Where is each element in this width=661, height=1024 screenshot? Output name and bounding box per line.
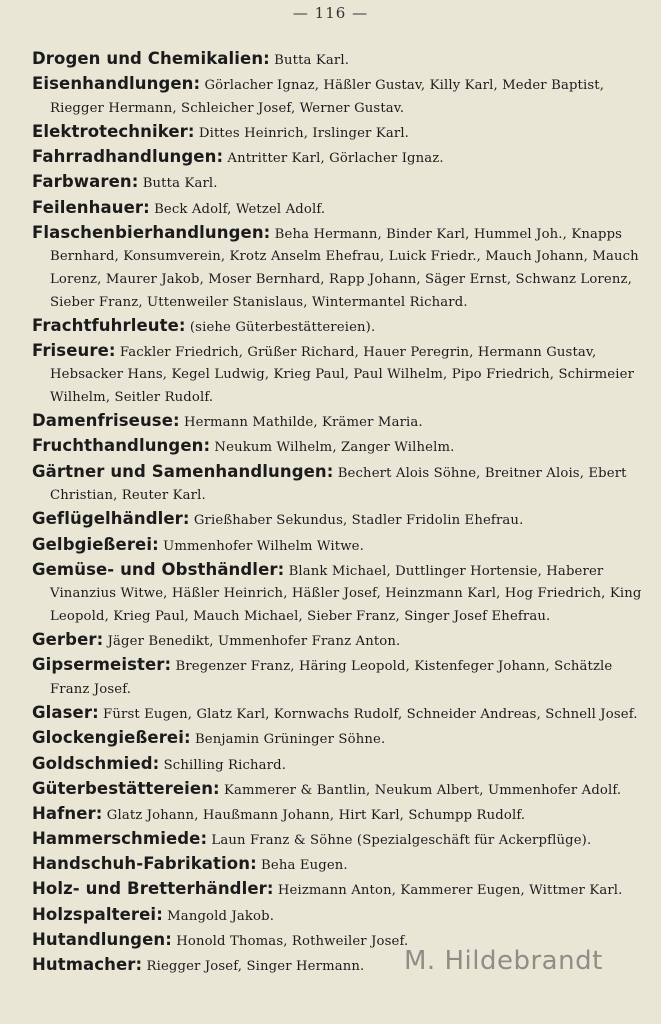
entry-names: Beha Eugen.: [261, 858, 348, 874]
entry-term: Hutmacher:: [32, 955, 143, 974]
entry-friseure: [32, 340, 650, 410]
entry-term: Elektrotechniker:: [32, 121, 195, 141]
entry-names: Antritter Karl, Görlacher Ignaz.: [227, 151, 444, 167]
entry-damenfriseuse: [32, 410, 650, 435]
entry-term: Damenfriseuse:: [32, 411, 180, 431]
entry-term: Glaser:: [32, 703, 99, 723]
entry-names: Hermann Mathilde, Krämer Maria.: [183, 415, 423, 431]
entry-term: Hafner:: [32, 803, 103, 823]
entry-term: Flaschenbierhandlungen:: [32, 222, 271, 242]
entry-fahrradhandlungen: [32, 146, 650, 171]
page-number: — 116 —: [292, 4, 369, 22]
entry-term: Friseure:: [32, 340, 116, 360]
entry-glaser: [32, 702, 650, 727]
entry-names: Schilling Richard.: [163, 757, 287, 773]
entry-term: Fahrradhandlungen:: [32, 147, 224, 167]
entry-names: Fürst Eugen, Glatz Karl, Kornwachs Rudolf, Schneider Andreas, Schnell Josef.: [103, 707, 638, 723]
entry-names: Kammerer & Bantlin, Neukum Albert, Ummenhofer Adolf.: [224, 782, 622, 798]
entry-names: Dittes Heinrich, Irslinger Karl.: [198, 125, 410, 141]
entry-names: Riegger Josef, Singer Hermann.: [146, 959, 365, 974]
entry-names: Laun Franz & Söhne (Spezialgeschäft für Ackerpflüge).: [211, 833, 592, 849]
entry-names: Honold Thomas, Rothweiler Josef.: [176, 933, 409, 949]
entry-names: Butta Karl.: [274, 53, 350, 68]
entry-names: Mangold Jakob.: [167, 908, 275, 924]
entry-farbwaren: [32, 171, 650, 196]
entry-hammerschmiede: [32, 828, 650, 853]
entry-feilenhauer: [32, 197, 650, 222]
entry-term: Güterbestättereien:: [32, 778, 220, 798]
entry-names: Beha Hermann, Binder Karl, Hummel Joh., Knapps Bernhard, Konsumverein, Krotz Anselm Ehefrau, Luick Friedr., Mauch Johann, Mauch Lorenz, Maurer Jakob, Moser Bernhard, Rapp Johann, Säger Ernst, Schwanz Lorenz, Sieber Franz, Uttenweiler Stanislaus, Wintermantel Richard.: [50, 226, 639, 310]
entry-gipsermeister: [32, 654, 650, 701]
entry-term: Drogen und Chemikalien:: [32, 49, 270, 68]
entry-term: Gerber:: [32, 630, 104, 650]
entry-names: Görlacher Ignaz, Häßler Gustav, Killy Karl, Meder Baptist, Riegger Hermann, Schleicher Josef, Werner Gustav.: [50, 78, 605, 116]
entry-term: Feilenhauer:: [32, 197, 150, 217]
directory-entries: [32, 48, 650, 979]
entry-term: Gemüse- und Obsthändler:: [32, 559, 285, 579]
entry-term: Handschuh-Fabrikation:: [32, 854, 257, 874]
entry-eisenhandlungen: [32, 73, 650, 120]
watermark: M. Hildebrandt: [404, 946, 603, 976]
entry-goldschmied: [32, 753, 650, 778]
entry-term: Hammerschmiede:: [32, 829, 208, 849]
entry-term: Glockengießerei:: [32, 728, 191, 748]
entry-gaertner: [32, 461, 650, 508]
entry-names: Fackler Friedrich, Grüßer Richard, Hauer Peregrin, Hermann Gustav, Hebsacker Hans, Kegel Ludwig, Krieg Paul, Paul Wilhelm, Pipo Friedrich, Schirmeier Wilhelm, Seitler Rudolf.: [50, 344, 635, 406]
entry-gefluegelhaendler: [32, 508, 650, 533]
entry-names: Jäger Benedikt, Ummenhofer Franz Anton.: [107, 634, 401, 650]
entry-term: Eisenhandlungen:: [32, 74, 201, 94]
entry-term: Holzspalterei:: [32, 904, 163, 924]
entry-glockengiesserei: [32, 727, 650, 752]
entry-names: Glatz Johann, Haußmann Johann, Hirt Karl, Schumpp Rudolf.: [106, 807, 526, 823]
entry-term: Holz- und Bretterhändler:: [32, 879, 274, 899]
entry-term: Farbwaren:: [32, 172, 139, 192]
entry-names: Neukum Wilhelm, Zanger Wilhelm.: [214, 440, 455, 456]
entry-term: Hutandlungen:: [32, 929, 172, 949]
entry-gueterbestaettereien: [32, 778, 650, 803]
entry-flaschenbierhandlungen: [32, 222, 650, 314]
entry-gemuese-obsthaendler: [32, 559, 650, 629]
entry-names: Grießhaber Sekundus, Stadler Fridolin Ehefrau.: [193, 513, 524, 529]
entry-term: Fruchthandlungen:: [32, 436, 211, 456]
entry-gerber: [32, 629, 650, 654]
entry-holzspalterei: [32, 904, 650, 929]
entry-term: Gelbgießerei:: [32, 534, 159, 554]
entry-term: Gärtner und Samenhandlungen:: [32, 461, 334, 481]
entry-term: Gipsermeister:: [32, 655, 172, 675]
entry-hafner: [32, 803, 650, 828]
entry-frachtfuhrleute: [32, 315, 650, 340]
entry-holz-bretterhaendler: [32, 878, 650, 903]
entry-term: Geflügelhändler:: [32, 509, 190, 529]
entry-handschuh-fabrikation: [32, 853, 650, 878]
entry-gelbgiesserei: [32, 534, 650, 559]
entry-drogen: [32, 48, 650, 73]
entry-names: Blank Michael, Duttlinger Hortensie, Haberer Vinanzius Witwe, Häßler Heinrich, Häßler Josef, Heinzmann Karl, Hog Friedrich, King Leopold, Krieg Paul, Mauch Michael, Sieber Franz, Singer Josef Ehefrau.: [50, 563, 642, 624]
entry-fruchthandlungen: [32, 435, 650, 460]
entry-names: Beck Adolf, Wetzel Adolf.: [154, 201, 326, 217]
entry-names: Bregenzer Franz, Häring Leopold, Kistenfeger Johann, Schätzle Franz Josef.: [50, 659, 613, 697]
entry-elektrotechniker: [32, 121, 650, 146]
entry-names: (siehe Güterbestättereien).: [189, 319, 376, 335]
entry-names: Bechert Alois Söhne, Breitner Alois, Ebert Christian, Reuter Karl.: [50, 465, 627, 504]
entry-names: Heizmann Anton, Kammerer Eugen, Wittmer Karl.: [277, 883, 623, 899]
entry-names: Butta Karl.: [142, 176, 218, 192]
entry-term: Goldschmied:: [32, 753, 160, 773]
entry-term: Frachtfuhrleute:: [32, 315, 186, 335]
entry-names: Benjamin Grüninger Söhne.: [194, 732, 386, 748]
entry-names: Ummenhofer Wilhelm Witwe.: [163, 538, 364, 554]
